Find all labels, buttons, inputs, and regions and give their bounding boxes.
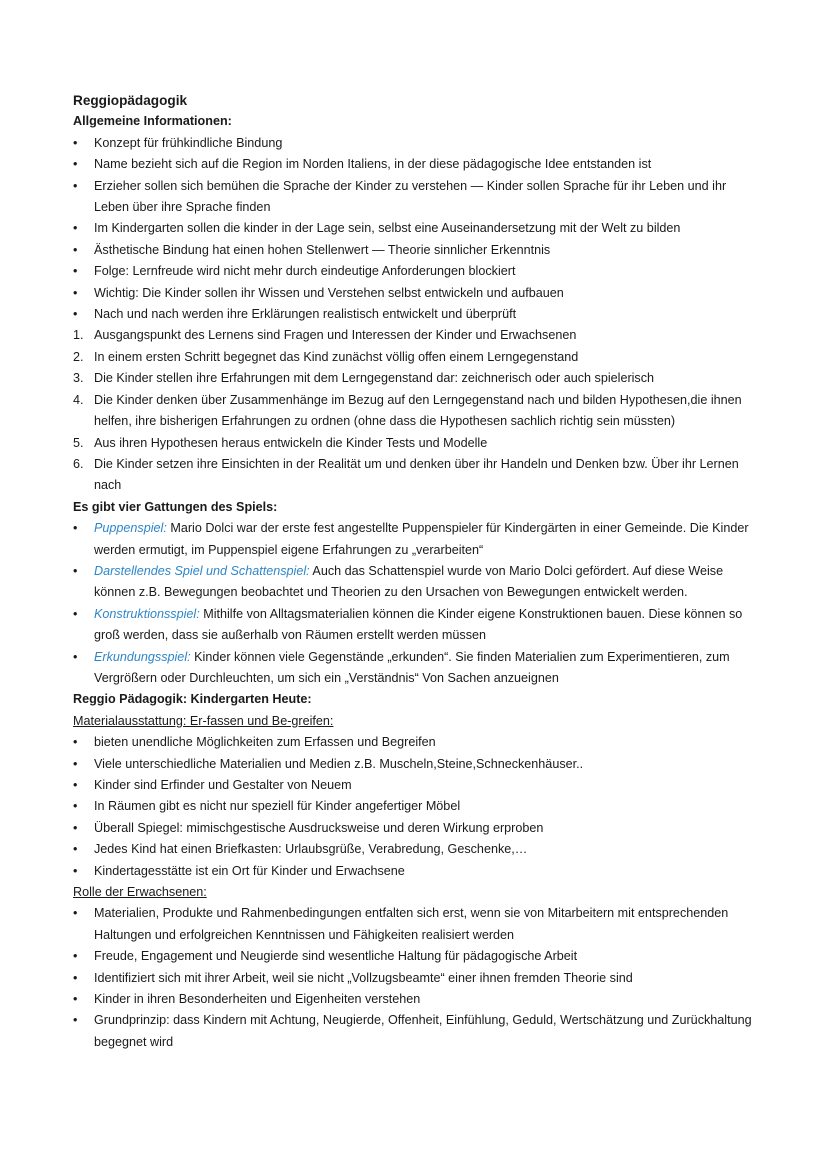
today-heading: Reggio Pädagogik: Kindergarten Heute: <box>73 692 312 707</box>
bullet-marker: • <box>73 521 78 536</box>
list-item <box>73 261 763 282</box>
bullet-marker: • <box>73 221 78 236</box>
list-item <box>73 218 763 239</box>
list-item-text: Kindertagesstätte ist ein Ort für Kinder und Erwachsene <box>94 863 405 878</box>
bullet-marker: • <box>73 307 78 322</box>
bullet-marker: • <box>73 157 78 172</box>
adults-subheading: Rolle der Erwachsenen: <box>73 885 207 900</box>
list-item <box>73 775 763 796</box>
list-item <box>73 1010 763 1053</box>
list-item-text: Im Kindergarten sollen die kinder in der Lage sein, selbst eine Auseinandersetzung mit der Welt zu bilden <box>94 221 681 236</box>
bullet-marker: • <box>73 285 78 300</box>
list-item <box>73 390 763 433</box>
step-number: 1. <box>73 328 84 343</box>
list-item-text: bieten unendliche Möglichkeiten zum Erfassen und Begreifen <box>94 735 436 750</box>
list-item-text: Name bezieht sich auf die Region im Norden Italiens, in der diese pädagogische Idee entstanden ist <box>94 157 652 172</box>
materials-subheading: Materialausstattung: Er-fassen und Be-greifen: <box>73 713 334 728</box>
list-item <box>73 325 763 346</box>
play-heading: Es gibt vier Gattungen des Spiels: <box>73 499 278 514</box>
list-item-text: Wichtig: Die Kinder sollen ihr Wissen und Verstehen selbst entwickeln und aufbauen <box>94 285 564 300</box>
play-term: Puppenspiel: <box>94 521 167 536</box>
bullet-marker: • <box>73 820 78 835</box>
list-item <box>73 518 763 561</box>
list-item <box>73 368 763 389</box>
bullet-marker: • <box>73 649 78 664</box>
list-item-text: Kinder in ihren Besonderheiten und Eigenheiten verstehen <box>94 992 421 1007</box>
list-item <box>73 133 763 154</box>
step-number: 5. <box>73 435 84 450</box>
play-types-list <box>73 518 763 689</box>
list-item <box>73 454 763 497</box>
play-term: Erkundungsspiel: <box>94 649 191 664</box>
list-item <box>73 176 763 219</box>
bullet-marker: • <box>73 756 78 771</box>
list-item-text: Kinder können viele Gegenstände „erkunden“. Sie finden Materialien zum Experimentieren, zum Vergrößern oder Durchleuchten, um sich ein „Verständnis“ Von Sachen anzueignen <box>94 649 730 685</box>
list-item-text: Aus ihren Hypothesen heraus entwickeln die Kinder Tests und Modelle <box>94 435 488 450</box>
list-item <box>73 240 763 261</box>
list-item-text: In einem ersten Schritt begegnet das Kind zunächst völlig offen einem Lerngegenstand <box>94 349 579 364</box>
list-item-text: Jedes Kind hat einen Briefkasten: Urlaubsgrüße, Verabredung, Geschenke,… <box>94 842 528 857</box>
step-number: 6. <box>73 456 84 471</box>
list-item <box>73 989 763 1010</box>
list-item <box>73 968 763 989</box>
list-item-text: Identifiziert sich mit ihrer Arbeit, weil sie nicht „Vollzugsbeamte“ einer ihnen fremden Theorie sind <box>94 970 633 985</box>
bullet-marker: • <box>73 842 78 857</box>
play-term: Konstruktionsspiel: <box>94 606 200 621</box>
list-item <box>73 561 763 604</box>
list-item-text: Die Kinder denken über Zusammenhänge im Bezug auf den Lerngegenstand nach und bilden Hypothesen,die ihnen helfen, ihre bisherigen Erfahrungen zu ordnen (ohne dass die Hypothesen sachlich richtig sein müssten) <box>94 392 742 429</box>
list-item <box>73 433 763 454</box>
list-item <box>73 839 763 860</box>
bullet-marker: • <box>73 242 78 257</box>
bullet-marker: • <box>73 178 78 193</box>
list-item-text: In Räumen gibt es nicht nur speziell für Kinder angefertiger Möbel <box>94 799 461 814</box>
list-item <box>73 283 763 304</box>
list-item-text: Konzept für frühkindliche Bindung <box>94 135 283 150</box>
list-item <box>73 861 763 882</box>
page-title: Reggiopädagogik <box>73 93 188 108</box>
materials-list <box>73 732 763 882</box>
list-item-text: Viele unterschiedliche Materialien und Medien z.B. Muscheln,Steine,Schneckenhäuser.. <box>94 756 584 771</box>
list-item-text: Kinder sind Erfinder und Gestalter von Neuem <box>94 778 352 792</box>
list-item <box>73 732 763 753</box>
list-item-text: Materialien, Produkte und Rahmenbedingungen entfalten sich erst, wenn sie von Mitarbeitern mit entsprechenden Haltungen und erfolgreichen Kenntnissen und Fähigkeiten realisiert werden <box>94 906 729 942</box>
list-item-text: Mario Dolci war der erste fest angestellte Puppenspieler für Kindergärten in einer Gemeinde. Die Kinder werden ermutigt, im Puppenspiel eigene Erfahrungen zu „verarbeiten“ <box>94 521 749 557</box>
list-item <box>73 903 763 946</box>
bullet-marker: • <box>73 778 78 792</box>
bullet-marker: • <box>73 606 78 621</box>
list-item-text: Auch das Schattenspiel wurde von Mario Dolci gefördert. Auf diese Weise können z.B. Bewegungen beobachtet und Theorien zu den Ursachen von Bewegungen entwickelt werden. <box>94 563 724 600</box>
bullet-marker: • <box>73 563 78 578</box>
bullet-marker: • <box>73 264 78 279</box>
list-item-text: Grundprinzip: dass Kindern mit Achtung, Neugierde, Offenheit, Einfühlung, Geduld, Wertschätzung und Zurückhaltung begegnet wird <box>94 1013 752 1049</box>
bullet-marker: • <box>73 799 78 814</box>
step-number: 3. <box>73 371 84 386</box>
adults-list <box>73 903 763 1053</box>
step-number: 4. <box>73 392 84 407</box>
step-number: 2. <box>73 349 84 364</box>
list-item-text: Ausgangspunkt des Lernens sind Fragen und Interessen der Kinder und Erwachsenen <box>94 328 577 343</box>
general-heading: Allgemeine Informationen: <box>73 114 232 129</box>
list-item <box>73 818 763 839</box>
list-item-text: Erzieher sollen sich bemühen die Sprache der Kinder zu verstehen — Kinder sollen Sprache für ihr Leben und ihr Leben über ihre Sprache finden <box>94 178 727 215</box>
bullet-marker: • <box>73 906 78 921</box>
play-term: Darstellendes Spiel und Schattenspiel: <box>94 563 310 578</box>
list-item <box>73 347 763 368</box>
list-item <box>73 754 763 775</box>
list-item-text: Die Kinder setzen ihre Einsichten in der Realität um und denken über ihr Handeln und Denken bzw. Über ihr Lernen nach <box>94 456 739 493</box>
list-item <box>73 304 763 325</box>
list-item-text: Nach und nach werden ihre Erklärungen realistisch entwickelt und überprüft <box>94 307 517 322</box>
list-item-text: Überall Spiegel: mimischgestische Ausdrucksweise und deren Wirkung erproben <box>94 820 544 835</box>
list-item-text: Freude, Engagement und Neugierde sind wesentliche Haltung für pädagogische Arbeit <box>94 949 578 964</box>
bullet-marker: • <box>73 992 78 1007</box>
list-item <box>73 154 763 175</box>
learning-steps-list <box>73 325 763 496</box>
bullet-marker: • <box>73 949 78 964</box>
list-item-text: Mithilfe von Alltagsmaterialien können die Kinder eigene Konstruktionen bauen. Diese können so groß werden, dass sie außerhalb von Räumen erstellt werden müssen <box>94 606 743 643</box>
bullet-marker: • <box>73 863 78 878</box>
list-item <box>73 796 763 817</box>
document-content <box>73 90 763 1053</box>
bullet-marker: • <box>73 970 78 985</box>
general-bullet-list <box>73 133 763 326</box>
bullet-marker: • <box>73 1013 78 1028</box>
list-item <box>73 946 763 967</box>
list-item-text: Folge: Lernfreude wird nicht mehr durch eindeutige Anforderungen blockiert <box>94 264 516 279</box>
list-item-text: Die Kinder stellen ihre Erfahrungen mit dem Lerngegenstand dar: zeichnerisch oder auch spielerisch <box>94 371 655 386</box>
list-item-text: Ästhetische Bindung hat einen hohen Stellenwert — Theorie sinnlicher Erkenntnis <box>94 242 551 257</box>
list-item <box>73 647 763 690</box>
bullet-marker: • <box>73 735 78 750</box>
list-item <box>73 604 763 647</box>
bullet-marker: • <box>73 135 78 150</box>
